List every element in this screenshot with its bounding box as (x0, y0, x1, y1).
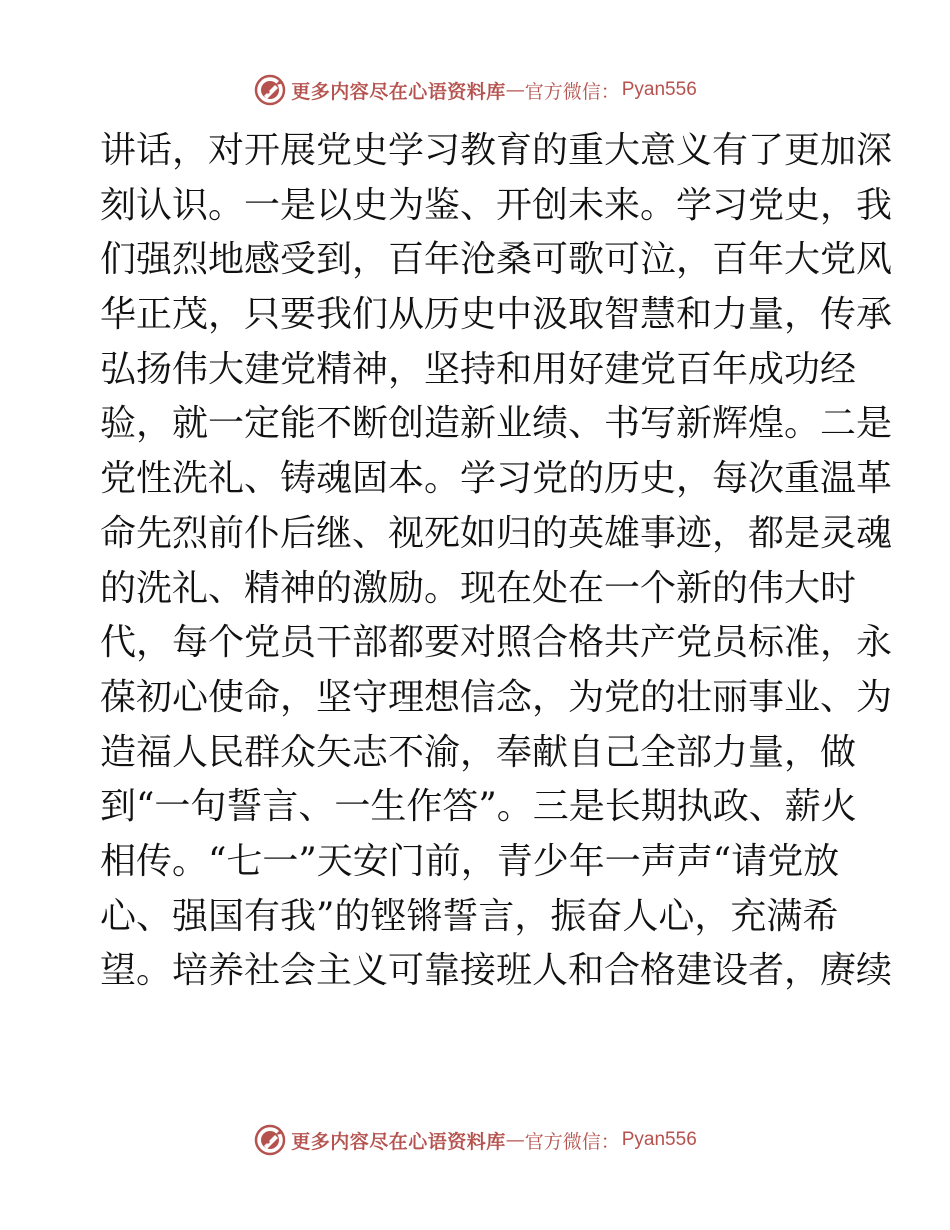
banner-wechat-id: Pyan556 (621, 1129, 697, 1150)
body-line: 刻认识。一是以史为鉴、开创未来。学习党史，我 (100, 184, 893, 226)
banner-wechat-label: 官方微信： (524, 1130, 620, 1153)
body-line: 命先烈前仆后继、视死如归的英雄事迹，都是灵魂 (100, 512, 893, 554)
body-line: 望。培养社会主义可靠接班人和合格建设者，赓续 (100, 950, 893, 992)
banner-title: 更多内容尽在心语资料库 (291, 80, 506, 103)
pen-nib-logo-icon (253, 73, 287, 107)
body-line: 相传。“七一”天安门前，青少年一声声“请党放 (100, 840, 840, 882)
body-line: 弘扬伟大建党精神，坚持和用好建党百年成功经 (100, 348, 857, 390)
document-body (100, 124, 893, 999)
banner-wechat-id: Pyan556 (621, 79, 697, 100)
banner-dash: — (505, 79, 525, 101)
body-line: 华正茂，只要我们从历史中汲取智慧和力量，传承 (100, 294, 893, 336)
body-line: 心、强国有我”的铿锵誓言，振奋人心，充满希 (100, 895, 839, 937)
banner-wechat-label: 官方微信： (524, 80, 620, 103)
body-line: 葆初心使命，坚守理想信念，为党的壮丽事业、为 (100, 676, 893, 718)
body-line: 们强烈地感受到，百年沧桑可歌可泣，百年大党风 (100, 239, 893, 281)
body-line: 讲话，对开展党史学习教育的重大意义有了更加深 (100, 130, 893, 171)
body-line: 的洗礼、精神的激励。现在处在一个新的伟大时 (100, 567, 857, 609)
banner-title: 更多内容尽在心语资料库 (291, 1130, 506, 1153)
body-line: 验，就一定能不断创造新业绩、书写新辉煌。二是 (100, 403, 893, 445)
header-banner (0, 72, 950, 108)
body-line: 党性洗礼、铸魂固本。学习党的历史，每次重温革 (100, 458, 893, 500)
body-line: 代，每个党员干部都要对照合格共产党员标准，永 (100, 622, 893, 664)
body-line: 到“一句誓言、一生作答”。三是长期执政、薪火 (100, 786, 857, 828)
body-line: 造福人民群众矢志不渝，奉献自己全部力量，做 (100, 731, 857, 773)
banner-dash: — (505, 1129, 525, 1151)
pen-nib-logo-icon (253, 1123, 287, 1157)
footer-banner (0, 1122, 950, 1158)
